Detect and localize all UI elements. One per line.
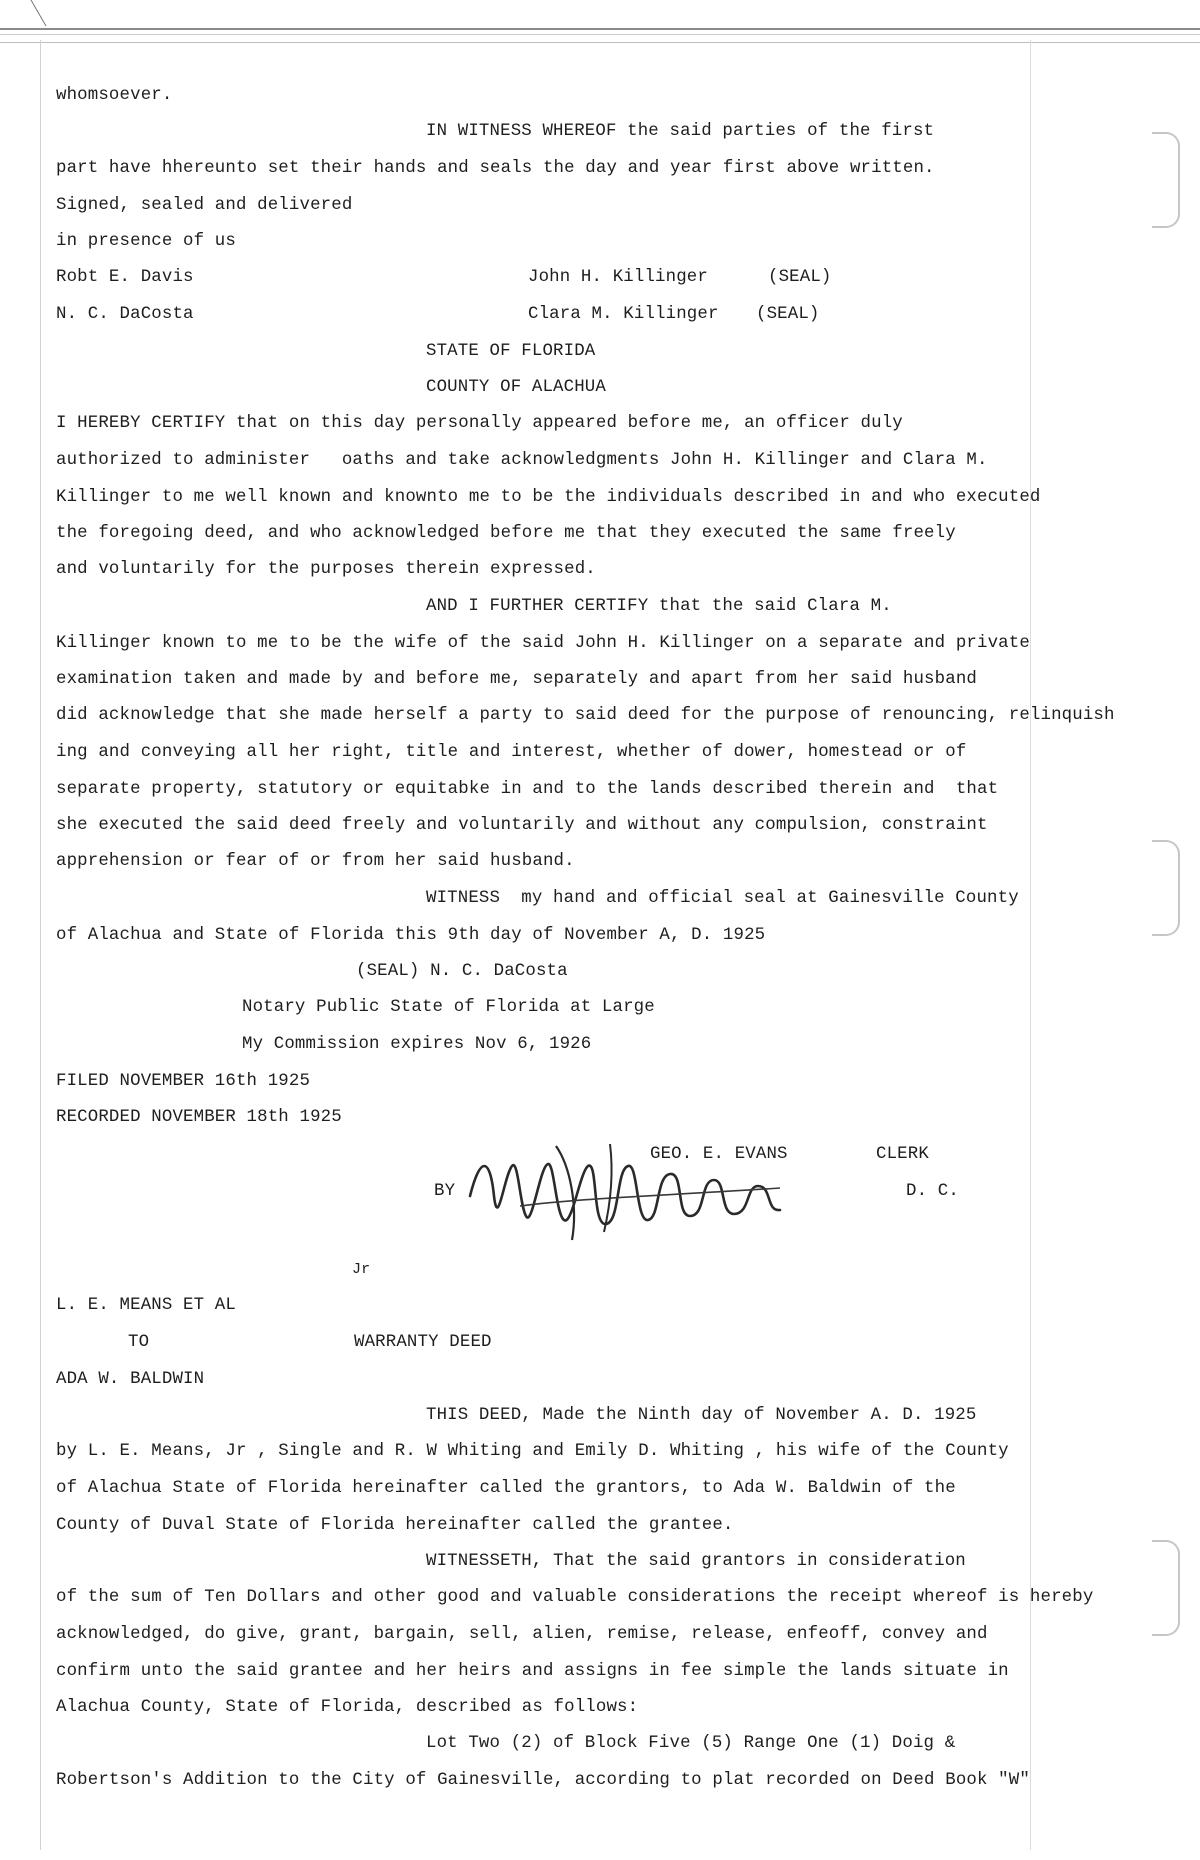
text-line: THIS DEED, Made the Ninth day of November A. D. 1925 bbox=[426, 1406, 977, 1425]
jr-annotation: Jr bbox=[352, 1261, 371, 1278]
punch-hole-mark bbox=[1152, 840, 1180, 936]
text-line: of Alachua and State of Florida this 9th day of November A, D. 1925 bbox=[56, 926, 766, 945]
clerk-title: CLERK bbox=[876, 1145, 929, 1164]
text-line: County of Duval State of Florida hereinafter called the grantee. bbox=[56, 1516, 734, 1535]
grantor-name: L. E. MEANS ET AL bbox=[56, 1296, 236, 1315]
notary-signature: (SEAL) N. C. DaCosta bbox=[356, 962, 568, 981]
text-line: did acknowledge that she made herself a party to said deed for the purpose of renouncing, relinquish bbox=[56, 706, 1115, 725]
to-label: TO bbox=[128, 1333, 150, 1352]
punch-hole-mark bbox=[1152, 1540, 1180, 1636]
text-line: by L. E. Means, Jr , Single and R. W Whiting and Emily D. Whiting , his wife of the County bbox=[56, 1442, 1009, 1461]
text-line: IN WITNESS WHEREOF the said parties of the first bbox=[426, 122, 935, 141]
text-line: Killinger to me well known and knownto me to be the individuals described in and who executed bbox=[56, 488, 1041, 507]
text-line: WITNESS my hand and official seal at Gainesville County bbox=[426, 889, 1019, 908]
text-line: apprehension or fear of or from her said husband. bbox=[56, 852, 575, 871]
handwritten-signature bbox=[460, 1136, 800, 1246]
text-line: I HEREBY CERTIFY that on this day personally appeared before me, an officer duly bbox=[56, 414, 903, 433]
text-line: she executed the said deed freely and voluntarily and without any compulsion, constraint bbox=[56, 816, 988, 835]
seal-label: (SEAL) bbox=[768, 268, 832, 287]
text-line: in presence of us bbox=[56, 232, 236, 251]
text-line: the foregoing deed, and who acknowledged before me that they executed the same freely bbox=[56, 524, 956, 543]
text-line: WITNESSETH, That the said grantors in consideration bbox=[426, 1552, 966, 1571]
text-line: authorized to administer oaths and take acknowledgments John H. Killinger and Clara M. bbox=[56, 451, 988, 470]
text-line: part have hhereunto set their hands and seals the day and year first above written. bbox=[56, 159, 935, 178]
text-line: whomsoever. bbox=[56, 86, 173, 105]
filed-date: FILED NOVEMBER 16th 1925 bbox=[56, 1072, 311, 1091]
signer-name: Clara M. Killinger bbox=[528, 305, 719, 324]
text-line: confirm unto the said grantee and her heirs and assigns in fee simple the lands situate in bbox=[56, 1662, 1009, 1681]
top-rule bbox=[0, 28, 1200, 43]
text-line: Lot Two (2) of Block Five (5) Range One (1) Doig & bbox=[426, 1734, 956, 1753]
text-line: examination taken and made by and before me, separately and apart from her said husband bbox=[56, 670, 977, 689]
punch-hole-mark bbox=[1152, 132, 1180, 228]
state-heading: STATE OF FLORIDA bbox=[426, 342, 596, 361]
notary-title: Notary Public State of Florida at Large bbox=[242, 998, 655, 1017]
recorded-date: RECORDED NOVEMBER 18th 1925 bbox=[56, 1108, 342, 1127]
commission-expiry: My Commission expires Nov 6, 1926 bbox=[242, 1035, 592, 1054]
text-line: acknowledged, do give, grant, bargain, sell, alien, remise, release, enfeoff, convey and bbox=[56, 1625, 988, 1644]
text-line: of the sum of Ten Dollars and other good and valuable considerations the receipt whereof is hereby bbox=[56, 1588, 1094, 1607]
text-line: Robertson's Addition to the City of Gainesville, according to plat recorded on Deed Book "W" bbox=[56, 1771, 1030, 1790]
right-margin-line bbox=[1030, 40, 1031, 1850]
left-margin-line bbox=[40, 40, 41, 1850]
signer-name: John H. Killinger bbox=[528, 268, 708, 287]
text-line: Alachua County, State of Florida, described as follows: bbox=[56, 1698, 639, 1717]
text-line: of Alachua State of Florida hereinafter called the grantors, to Ada W. Baldwin of the bbox=[56, 1479, 956, 1498]
corner-mark bbox=[30, 0, 64, 26]
deputy-clerk-label: D. C. bbox=[906, 1182, 959, 1201]
text-line: separate property, statutory or equitabke in and to the lands described therein and that bbox=[56, 780, 999, 799]
witness-name: N. C. DaCosta bbox=[56, 305, 194, 324]
county-heading: COUNTY OF ALACHUA bbox=[426, 378, 606, 397]
text-line: ing and conveying all her right, title and interest, whether of dower, homestead or of bbox=[56, 743, 967, 762]
clerk-name: GEO. E. EVANS bbox=[650, 1145, 788, 1164]
by-label: BY bbox=[434, 1182, 456, 1201]
text-line: Signed, sealed and delivered bbox=[56, 196, 353, 215]
seal-label: (SEAL) bbox=[756, 305, 820, 324]
witness-name: Robt E. Davis bbox=[56, 268, 194, 287]
text-line: AND I FURTHER CERTIFY that the said Clara M. bbox=[426, 597, 892, 616]
deed-type-heading: WARRANTY DEED bbox=[354, 1333, 492, 1352]
text-line: and voluntarily for the purposes therein expressed. bbox=[56, 560, 596, 579]
text-line: Killinger known to me to be the wife of the said John H. Killinger on a separate and private bbox=[56, 634, 1030, 653]
grantee-name: ADA W. BALDWIN bbox=[56, 1370, 205, 1389]
